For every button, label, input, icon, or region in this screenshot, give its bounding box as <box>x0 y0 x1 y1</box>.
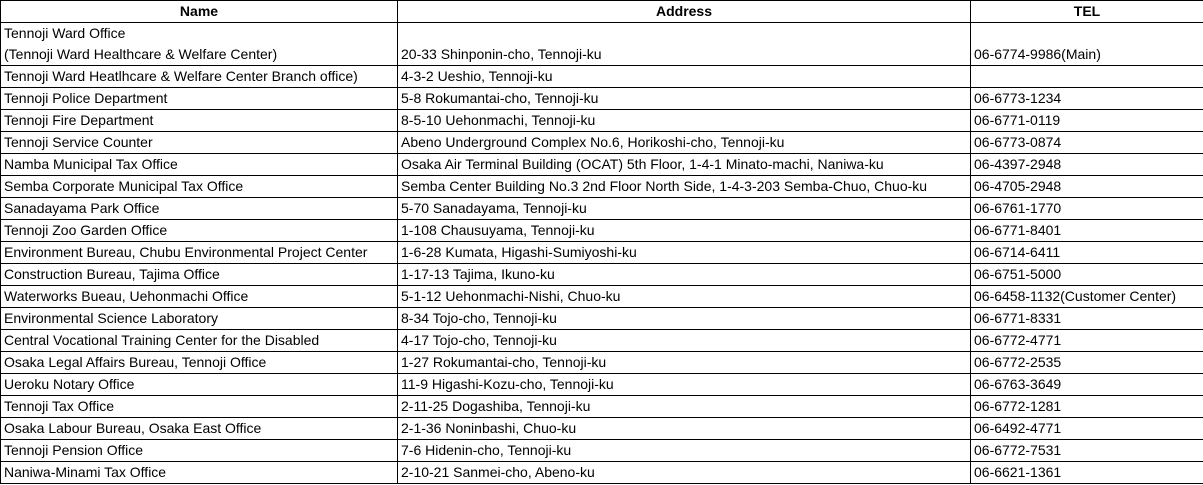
cell-name: Tennoji Service Counter <box>1 132 398 154</box>
table-header-row <box>1 1 1203 23</box>
cell-name: Naniwa-Minami Tax Office <box>1 462 398 484</box>
cell-address: 4-17 Tojo-cho, Tennoji-ku <box>398 330 971 352</box>
cell-address: 2-1-36 Noninbashi, Chuo-ku <box>398 418 971 440</box>
table-row <box>1 220 1203 242</box>
cell-address: 2-11-25 Dogashiba, Tennoji-ku <box>398 396 971 418</box>
table-row <box>1 110 1203 132</box>
cell-tel: 06-6714-6411 <box>971 242 1203 264</box>
table-body <box>1 23 1203 484</box>
cell-name: Tennoji Ward Heatlhcare & Welfare Center Branch office) <box>1 66 398 88</box>
table-row <box>1 330 1203 352</box>
cell-address: 1-108 Chausuyama, Tennoji-ku <box>398 220 971 242</box>
cell-address: 8-34 Tojo-cho, Tennoji-ku <box>398 308 971 330</box>
cell-tel: 06-6771-8401 <box>971 220 1203 242</box>
cell-address: Abeno Underground Complex No.6, Horikoshi-cho, Tennoji-ku <box>398 132 971 154</box>
cell-tel: 06-6492-4771 <box>971 418 1203 440</box>
cell-name: Tennoji Zoo Garden Office <box>1 220 398 242</box>
cell-tel: 06-6772-7531 <box>971 440 1203 462</box>
cell-address: 8-5-10 Uehonmachi, Tennoji-ku <box>398 110 971 132</box>
cell-name: Osaka Labour Bureau, Osaka East Office <box>1 418 398 440</box>
cell-tel: 06-6772-1281 <box>971 396 1203 418</box>
cell-address: 20-33 Shinponin-cho, Tennoji-ku <box>398 23 971 66</box>
cell-tel <box>971 66 1203 88</box>
table-row <box>1 176 1203 198</box>
cell-name: Environment Bureau, Chubu Environmental Project Center <box>1 242 398 264</box>
table-row <box>1 462 1203 484</box>
cell-tel: 06-6772-2535 <box>971 352 1203 374</box>
cell-tel: 06-6773-0874 <box>971 132 1203 154</box>
table-row <box>1 374 1203 396</box>
cell-tel: 06-6773-1234 <box>971 88 1203 110</box>
cell-address: 5-70 Sanadayama, Tennoji-ku <box>398 198 971 220</box>
cell-name: Tennoji Fire Department <box>1 110 398 132</box>
cell-name: Tennoji Pension Office <box>1 440 398 462</box>
cell-tel: 06-6771-0119 <box>971 110 1203 132</box>
cell-name: Central Vocational Training Center for the Disabled <box>1 330 398 352</box>
cell-tel: 06-6772-4771 <box>971 330 1203 352</box>
cell-tel: 06-6771-8331 <box>971 308 1203 330</box>
table-row <box>1 66 1203 88</box>
cell-address: 4-3-2 Ueshio, Tennoji-ku <box>398 66 971 88</box>
cell-name: Semba Corporate Municipal Tax Office <box>1 176 398 198</box>
cell-tel: 06-6751-5000 <box>971 264 1203 286</box>
table-row <box>1 242 1203 264</box>
cell-tel: 06-6621-1361 <box>971 462 1203 484</box>
cell-name: Waterworks Bueau, Uehonmachi Office <box>1 286 398 308</box>
table-row <box>1 396 1203 418</box>
table-row <box>1 23 1203 66</box>
table-row <box>1 198 1203 220</box>
cell-address: 1-6-28 Kumata, Higashi-Sumiyoshi-ku <box>398 242 971 264</box>
cell-tel: 06-6763-3649 <box>971 374 1203 396</box>
cell-address: Semba Center Building No.3 2nd Floor North Side, 1-4-3-203 Semba-Chuo, Chuo-ku <box>398 176 971 198</box>
cell-name <box>1 23 398 66</box>
table-row <box>1 154 1203 176</box>
column-header-address: Address <box>398 1 971 23</box>
cell-tel: 06-4705-2948 <box>971 176 1203 198</box>
cell-name-line: Tennoji Ward Office <box>4 25 126 41</box>
cell-address: 5-8 Rokumantai-cho, Tennoji-ku <box>398 88 971 110</box>
column-header-tel: TEL <box>971 1 1203 23</box>
cell-name: Environmental Science Laboratory <box>1 308 398 330</box>
cell-address: 7-6 Hidenin-cho, Tennoji-ku <box>398 440 971 462</box>
cell-name: Osaka Legal Affairs Bureau, Tennoji Office <box>1 352 398 374</box>
table-row <box>1 308 1203 330</box>
cell-name: Tennoji Police Department <box>1 88 398 110</box>
table-row <box>1 352 1203 374</box>
cell-name: Sanadayama Park Office <box>1 198 398 220</box>
cell-name: Ueroku Notary Office <box>1 374 398 396</box>
table-row <box>1 286 1203 308</box>
cell-address: 11-9 Higashi-Kozu-cho, Tennoji-ku <box>398 374 971 396</box>
cell-name: Construction Bureau, Tajima Office <box>1 264 398 286</box>
cell-name: Tennoji Tax Office <box>1 396 398 418</box>
cell-name-line: (Tennoji Ward Healthcare & Welfare Center) <box>4 46 278 62</box>
cell-address: 1-17-13 Tajima, Ikuno-ku <box>398 264 971 286</box>
table-row <box>1 264 1203 286</box>
cell-address: Osaka Air Terminal Building (OCAT) 5th Floor, 1-4-1 Minato-machi, Naniwa-ku <box>398 154 971 176</box>
cell-address: 5-1-12 Uehonmachi-Nishi, Chuo-ku <box>398 286 971 308</box>
column-header-name: Name <box>1 1 398 23</box>
cell-name: Namba Municipal Tax Office <box>1 154 398 176</box>
table-row <box>1 440 1203 462</box>
cell-address: 2-10-21 Sanmei-cho, Abeno-ku <box>398 462 971 484</box>
table-row <box>1 418 1203 440</box>
cell-tel: 06-6774-9986(Main) <box>971 23 1203 66</box>
cell-tel: 06-6761-1770 <box>971 198 1203 220</box>
table-row <box>1 88 1203 110</box>
table-row <box>1 132 1203 154</box>
cell-address: 1-27 Rokumantai-cho, Tennoji-ku <box>398 352 971 374</box>
cell-tel: 06-6458-1132(Customer Center) <box>971 286 1203 308</box>
cell-tel: 06-4397-2948 <box>971 154 1203 176</box>
